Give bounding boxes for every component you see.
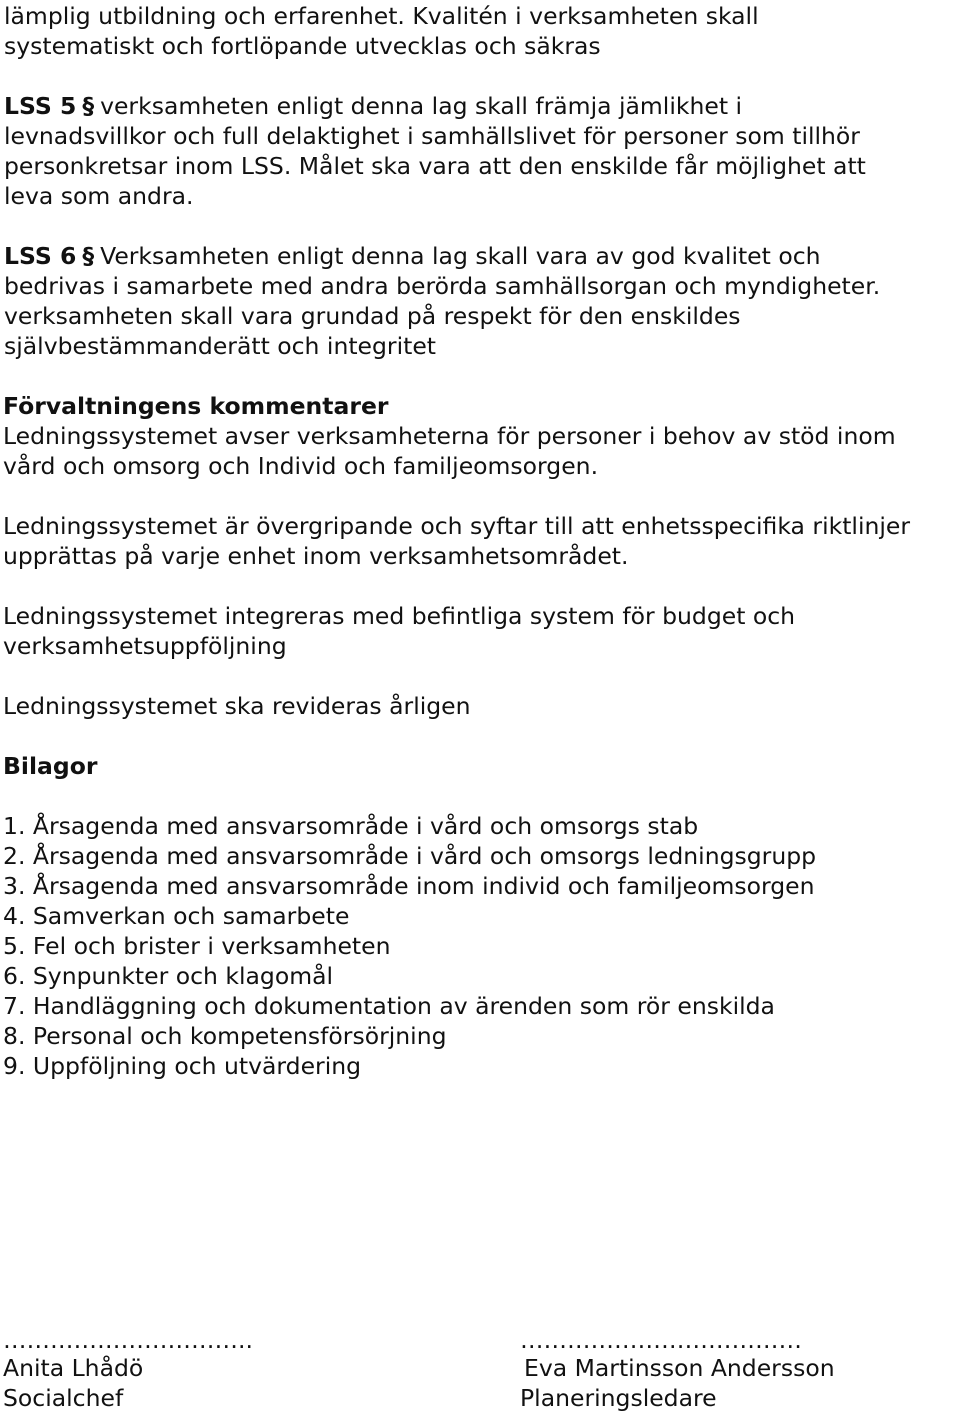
signature-right-title: Planeringsledare bbox=[520, 1384, 717, 1412]
lss6-line-2: bedrivas i samarbete med andra berörda samhällsorgan och myndigheter. bbox=[4, 272, 881, 300]
lss5-line-3: personkretsar inom LSS. Målet ska vara att den enskilde får möjlighet att bbox=[4, 152, 866, 180]
comments-p4: Ledningssystemet ska revideras årligen bbox=[3, 692, 471, 720]
lss5-line-1 bbox=[4, 91, 742, 121]
attachment-item: 3. Årsagenda med ansvarsområde inom individ och familjeomsorgen bbox=[3, 872, 815, 900]
intro-line-1: lämplig utbildning och erfarenhet. Kvalitén i verksamheten skall bbox=[4, 2, 759, 30]
attachment-item: 9. Uppföljning och utvärdering bbox=[3, 1052, 362, 1080]
attachment-item: 4. Samverkan och samarbete bbox=[3, 902, 350, 930]
comments-p2-line-2: upprättas på varje enhet inom verksamhetsområdet. bbox=[3, 542, 629, 570]
signature-right-dots: ……………………………… bbox=[520, 1326, 802, 1354]
lss5-text: verksamheten enligt denna lag skall främja jämlikhet i bbox=[100, 92, 743, 120]
comments-p1-line-1: Ledningssystemet avser verksamheterna för personer i behov av stöd inom bbox=[3, 422, 896, 450]
signature-left-dots: ………………………….. bbox=[3, 1326, 253, 1354]
comments-p3-line-2: verksamhetsuppföljning bbox=[3, 632, 287, 660]
attachment-item: 1. Årsagenda med ansvarsområde i vård och omsorgs stab bbox=[3, 812, 699, 840]
attachments-heading: Bilagor bbox=[3, 752, 98, 780]
signature-right-name: Eva Martinsson Andersson bbox=[524, 1354, 835, 1382]
signature-left-name: Anita Lhådö bbox=[3, 1354, 144, 1382]
attachment-item: 7. Handläggning och dokumentation av ärenden som rör enskilda bbox=[3, 992, 775, 1020]
attachment-item: 6. Synpunkter och klagomål bbox=[3, 962, 334, 990]
comments-p3-line-1: Ledningssystemet integreras med befintliga system för budget och bbox=[3, 602, 796, 630]
signature-left-title: Socialchef bbox=[3, 1384, 124, 1412]
attachment-item: 2. Årsagenda med ansvarsområde i vård och omsorgs ledningsgrupp bbox=[3, 842, 817, 870]
comments-p1-line-2: vård och omsorg och Individ och familjeomsorgen. bbox=[3, 452, 599, 480]
attachment-item: 5. Fel och brister i verksamheten bbox=[3, 932, 391, 960]
lss6-line-1 bbox=[4, 241, 821, 271]
lss5-line-2: levnadsvillkor och full delaktighet i samhällslivet för personer som tillhör bbox=[4, 122, 860, 150]
lss6-text: Verksamheten enligt denna lag skall vara av god kvalitet och bbox=[100, 242, 821, 270]
lss5-label: LSS 5 bbox=[4, 92, 77, 120]
section-symbol: § bbox=[82, 92, 95, 120]
intro-line-2: systematiskt och fortlöpande utvecklas och säkras bbox=[4, 32, 601, 60]
lss6-line-4: självbestämmanderätt och integritet bbox=[4, 332, 437, 360]
comments-p2-line-1: Ledningssystemet är övergripande och syftar till att enhetsspecifika riktlinjer bbox=[3, 512, 911, 540]
comments-heading: Förvaltningens kommentarer bbox=[3, 392, 389, 420]
lss5-line-4: leva som andra. bbox=[4, 182, 194, 210]
lss6-line-3: verksamheten skall vara grundad på respekt för den enskildes bbox=[4, 302, 741, 330]
lss6-label: LSS 6 bbox=[4, 242, 77, 270]
section-symbol: § bbox=[82, 242, 95, 270]
attachment-item: 8. Personal och kompetensförsörjning bbox=[3, 1022, 447, 1050]
